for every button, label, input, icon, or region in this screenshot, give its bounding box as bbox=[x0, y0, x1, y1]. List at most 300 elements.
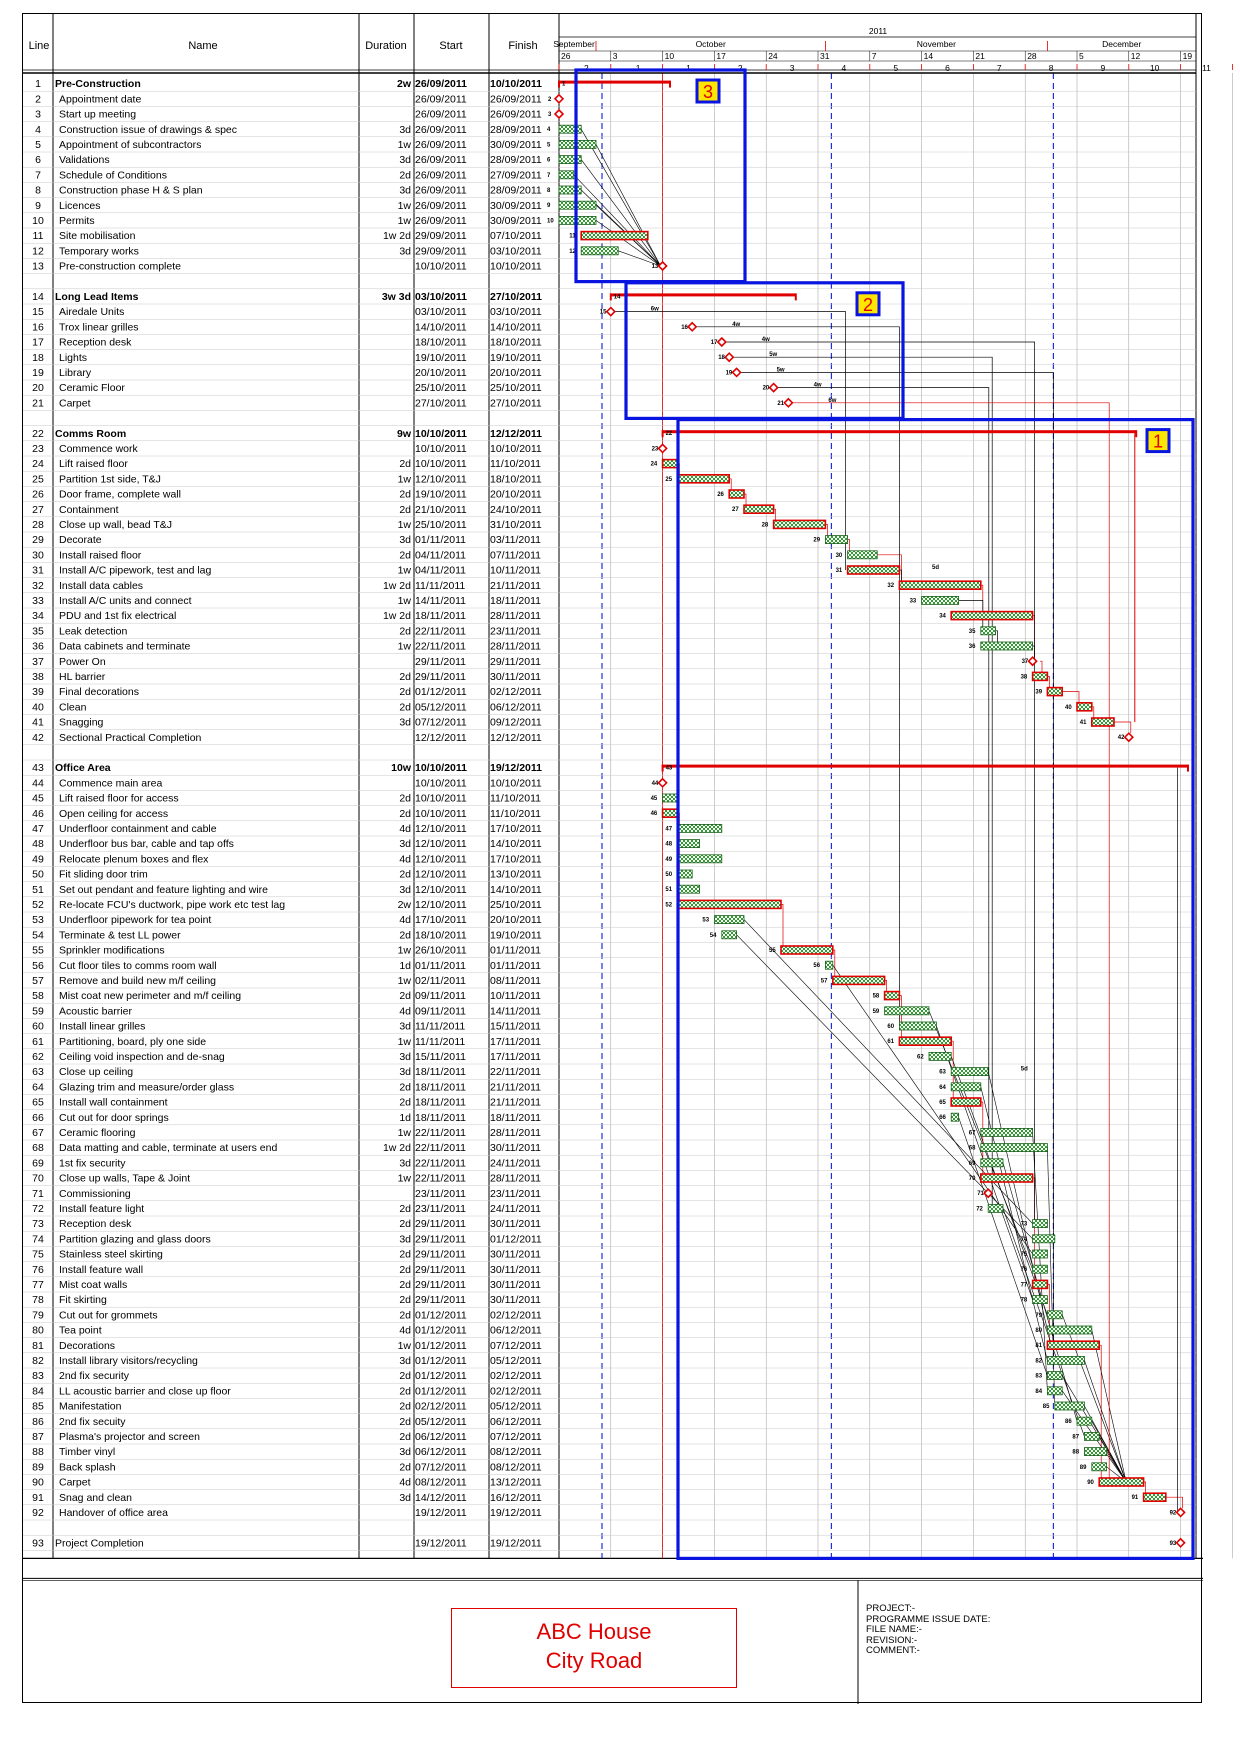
task-finish: 14/10/2011 bbox=[490, 321, 542, 334]
task-start: 11/11/2011 bbox=[415, 579, 466, 592]
critical-task-bar bbox=[677, 475, 729, 483]
bar-label: 11 bbox=[569, 233, 576, 240]
task-name: Remove and build new m/f ceiling bbox=[59, 975, 216, 987]
task-duration: 4d bbox=[399, 823, 411, 835]
bar-label: 85 bbox=[1042, 1404, 1050, 1410]
task-start: 10/10/2011 bbox=[415, 443, 467, 455]
task-start: 29/11/2011 bbox=[415, 1233, 466, 1246]
task-line-number: 10 bbox=[32, 215, 44, 227]
bar-label: 25 bbox=[665, 476, 673, 483]
task-finish: 10/10/2011 bbox=[490, 443, 542, 455]
milestone-diamond bbox=[718, 338, 726, 346]
task-duration: 4d bbox=[399, 1476, 411, 1489]
task-start: 19/10/2011 bbox=[415, 351, 467, 364]
critical-task-bar bbox=[833, 976, 885, 984]
task-line-number: 38 bbox=[32, 671, 44, 683]
bar-label: 58 bbox=[872, 993, 880, 1000]
task-duration: 4d bbox=[399, 853, 411, 866]
task-finish: 28/11/2011 bbox=[490, 1172, 541, 1185]
task-duration: 1d bbox=[399, 1111, 411, 1124]
task-start: 01/12/2011 bbox=[415, 1309, 467, 1322]
task-finish: 30/11/2011 bbox=[490, 1279, 541, 1291]
task-line-number: 61 bbox=[32, 1035, 44, 1048]
task-duration: 2d bbox=[399, 625, 411, 638]
task-duration: 3d bbox=[399, 1066, 411, 1079]
programme-info-block bbox=[866, 1604, 990, 1657]
task-finish: 03/10/2011 bbox=[490, 245, 542, 258]
task-name: 2nd fix security bbox=[59, 1370, 130, 1383]
task-bar bbox=[559, 125, 581, 133]
milestone-diamond bbox=[555, 110, 563, 118]
task-start: 26/09/2011 bbox=[415, 215, 467, 227]
task-name: Install A/C units and connect bbox=[59, 595, 192, 607]
task-line-number: 51 bbox=[32, 883, 44, 896]
header-line: Line bbox=[28, 40, 50, 52]
task-bar bbox=[677, 824, 721, 832]
bar-label: 62 bbox=[917, 1054, 924, 1061]
task-start: 14/10/2011 bbox=[415, 321, 467, 334]
task-name: Cut floor tiles to comms room wall bbox=[59, 959, 217, 972]
task-finish: 07/10/2011 bbox=[490, 230, 542, 243]
task-bar bbox=[677, 840, 699, 848]
task-line-number: 92 bbox=[32, 1507, 44, 1519]
task-finish: 02/12/2011 bbox=[490, 1385, 542, 1398]
bar-label: 61 bbox=[887, 1039, 895, 1046]
task-name: Partition 1st side, T&J bbox=[59, 473, 161, 486]
task-finish: 20/10/2011 bbox=[490, 914, 542, 927]
task-duration: 2d bbox=[399, 488, 411, 501]
task-finish: 14/11/2011 bbox=[490, 1005, 541, 1018]
bar-label: 32 bbox=[887, 583, 895, 590]
lag-label: 6w bbox=[828, 397, 837, 404]
task-duration: 3d bbox=[399, 1355, 411, 1367]
task-duration: 2d bbox=[399, 1081, 411, 1094]
task-duration: 1d bbox=[399, 959, 411, 972]
task-finish: 11/10/2011 bbox=[490, 458, 541, 471]
timescale-week: 9 bbox=[1100, 63, 1106, 73]
task-finish: 10/10/2011 bbox=[490, 777, 542, 790]
task-finish: 28/09/2011 bbox=[490, 123, 542, 136]
task-duration: 3w 3d bbox=[381, 291, 411, 303]
task-name: Permits bbox=[59, 215, 95, 227]
task-name: Lift raised floor for access bbox=[59, 792, 179, 805]
task-bar bbox=[951, 1113, 958, 1121]
bar-label: 47 bbox=[665, 826, 673, 833]
bar-label: 33 bbox=[909, 598, 917, 605]
task-start: 14/12/2011 bbox=[415, 1491, 467, 1504]
task-name: Cut out for grommets bbox=[59, 1309, 158, 1322]
task-duration: 3d bbox=[399, 1233, 411, 1246]
task-duration: 2d bbox=[399, 1309, 411, 1322]
bar-label: 28 bbox=[761, 522, 769, 529]
task-finish: 31/10/2011 bbox=[490, 519, 542, 531]
lag-label: 4w bbox=[732, 321, 741, 328]
bar-label: 21 bbox=[777, 400, 785, 407]
milestone-diamond bbox=[607, 308, 615, 316]
task-bar bbox=[1033, 1235, 1055, 1243]
task-line-number: 36 bbox=[32, 640, 44, 653]
task-bar bbox=[1047, 1326, 1091, 1334]
task-name: Underfloor bus bar, cable and tap offs bbox=[59, 838, 234, 851]
task-finish: 30/09/2011 bbox=[490, 215, 542, 227]
milestone-diamond bbox=[1029, 657, 1037, 665]
task-start: 05/12/2011 bbox=[415, 1415, 467, 1428]
task-line-number: 50 bbox=[32, 868, 44, 881]
task-line-number: 89 bbox=[32, 1461, 44, 1474]
task-start: 19/10/2011 bbox=[415, 488, 467, 501]
task-line-number: 81 bbox=[32, 1339, 44, 1352]
task-finish: 01/12/2011 bbox=[490, 1233, 542, 1246]
task-finish: 05/12/2011 bbox=[490, 1400, 542, 1413]
bar-label: 64 bbox=[939, 1084, 946, 1091]
task-duration: 1w 2d bbox=[382, 1142, 411, 1155]
task-finish: 05/12/2011 bbox=[490, 1355, 542, 1367]
task-line-number: 31 bbox=[32, 564, 44, 577]
task-name: Install linear grilles bbox=[59, 1020, 146, 1033]
task-start: 04/11/2011 bbox=[415, 549, 466, 562]
lag-label: 4w bbox=[813, 382, 822, 389]
task-name: Terminate & test LL power bbox=[59, 929, 181, 942]
task-name: Snagging bbox=[59, 716, 104, 729]
task-line-number: 13 bbox=[32, 260, 44, 273]
bar-label: 48 bbox=[665, 841, 673, 848]
task-start: 10/10/2011 bbox=[415, 458, 467, 471]
task-line-number: 9 bbox=[35, 199, 41, 212]
task-finish: 18/11/2011 bbox=[490, 595, 541, 607]
task-name: Stainless steel skirting bbox=[59, 1248, 163, 1261]
task-name: Schedule of Conditions bbox=[59, 169, 167, 182]
task-line-number: 11 bbox=[32, 230, 44, 243]
task-start: 22/11/2011 bbox=[415, 1172, 466, 1185]
summary-task-name: Office Area bbox=[55, 762, 111, 775]
task-line-number: 29 bbox=[32, 534, 44, 547]
task-name: Clean bbox=[59, 701, 87, 714]
timescale-date: 10 bbox=[664, 51, 675, 61]
task-finish: 03/11/2011 bbox=[490, 534, 541, 547]
task-duration: 2d bbox=[399, 1294, 411, 1307]
task-name: Data matting and cable, terminate at users end bbox=[59, 1142, 278, 1155]
task-finish: 20/10/2011 bbox=[490, 488, 542, 501]
task-duration: 3d bbox=[399, 1157, 411, 1170]
info-comment-label: COMMENT:- bbox=[866, 1645, 920, 1656]
task-bar bbox=[885, 1007, 929, 1015]
task-bar bbox=[677, 885, 699, 893]
bar-label: 29 bbox=[813, 537, 821, 544]
task-name: Back splash bbox=[59, 1461, 116, 1474]
task-line-number: 52 bbox=[32, 899, 44, 911]
timescale-week: 5 bbox=[893, 63, 899, 73]
bar-label: 3 bbox=[548, 112, 552, 118]
task-finish: 08/12/2011 bbox=[490, 1461, 542, 1474]
task-name: Library bbox=[59, 367, 92, 379]
task-start: 01/11/2011 bbox=[415, 959, 466, 972]
task-bar bbox=[1047, 1356, 1084, 1364]
bar-label: 18 bbox=[718, 355, 725, 362]
task-duration: 3d bbox=[399, 1051, 411, 1063]
bar-label: 71 bbox=[977, 1191, 984, 1198]
dependency-link bbox=[726, 342, 1035, 1224]
task-line-number: 42 bbox=[32, 731, 44, 744]
bar-label: 37 bbox=[1021, 659, 1029, 666]
task-line-number: 62 bbox=[32, 1051, 44, 1063]
task-line-number: 65 bbox=[32, 1096, 44, 1109]
task-name: Pre-construction complete bbox=[59, 260, 181, 273]
milestone-diamond bbox=[659, 444, 667, 452]
task-start: 18/11/2011 bbox=[415, 1081, 466, 1094]
summary-bar bbox=[663, 430, 1137, 433]
task-line-number: 77 bbox=[32, 1279, 44, 1291]
timescale-date: 17 bbox=[716, 51, 726, 61]
bar-label: 90 bbox=[1087, 1480, 1094, 1486]
task-name: Install library visitors/recycling bbox=[59, 1355, 198, 1367]
task-duration: 1w bbox=[397, 640, 411, 653]
bar-label: 1 bbox=[562, 81, 566, 88]
bar-label: 24 bbox=[650, 461, 658, 468]
task-line-number: 48 bbox=[32, 838, 44, 851]
bar-label: 74 bbox=[1020, 1236, 1028, 1243]
task-duration: 2d bbox=[399, 1461, 411, 1474]
task-line-number: 55 bbox=[32, 944, 44, 957]
task-bar bbox=[1033, 1296, 1048, 1304]
task-start: 26/09/2011 bbox=[415, 78, 467, 91]
task-name: Open ceiling for access bbox=[59, 807, 169, 820]
task-finish: 30/11/2011 bbox=[490, 1294, 541, 1307]
bar-label: 82 bbox=[1035, 1358, 1043, 1365]
task-bar bbox=[1033, 1250, 1048, 1258]
task-bar bbox=[714, 916, 744, 924]
task-line-number: 4 bbox=[35, 123, 41, 136]
task-start: 01/12/2011 bbox=[415, 1339, 467, 1352]
timescale-date: 26 bbox=[561, 51, 571, 61]
task-name: HL barrier bbox=[59, 671, 106, 683]
task-duration: 2d bbox=[399, 549, 411, 562]
header-name: Name bbox=[188, 40, 218, 52]
task-bar bbox=[1077, 1417, 1092, 1425]
bar-label: 93 bbox=[1169, 1540, 1177, 1547]
task-duration: 3d bbox=[399, 184, 411, 197]
task-finish: 30/09/2011 bbox=[490, 139, 542, 151]
bar-label: 88 bbox=[1072, 1449, 1080, 1456]
task-start: 29/11/2011 bbox=[415, 1218, 466, 1231]
task-line-number: 64 bbox=[32, 1081, 44, 1094]
task-bar bbox=[981, 1144, 1048, 1152]
timescale-date: 28 bbox=[1027, 51, 1037, 61]
critical-task-bar bbox=[774, 520, 826, 528]
task-name: Fit sliding door trim bbox=[59, 868, 148, 881]
task-start: 29/09/2011 bbox=[415, 230, 467, 243]
task-name: Manifestation bbox=[59, 1400, 122, 1413]
timescale-date: 24 bbox=[768, 51, 778, 61]
task-duration: 2d bbox=[399, 1279, 411, 1291]
task-finish: 17/11/2011 bbox=[490, 1035, 541, 1048]
bar-label: 41 bbox=[1079, 720, 1087, 726]
task-finish: 10/11/2011 bbox=[490, 564, 541, 577]
bar-label: 4 bbox=[547, 127, 551, 134]
header-start: Start bbox=[439, 40, 463, 52]
task-line-number: 27 bbox=[32, 503, 44, 516]
task-start: 12/10/2011 bbox=[415, 853, 467, 866]
task-duration: 3d bbox=[399, 883, 411, 896]
task-finish: 26/09/2011 bbox=[490, 93, 542, 106]
task-duration: 2d bbox=[399, 503, 411, 516]
task-start: 10/10/2011 bbox=[415, 427, 467, 440]
task-line-number: 60 bbox=[32, 1020, 44, 1033]
task-duration: 2d bbox=[399, 1096, 411, 1109]
lag-label: 4w bbox=[761, 337, 770, 343]
task-finish: 25/10/2011 bbox=[490, 382, 542, 395]
bar-label: 36 bbox=[968, 644, 976, 650]
timescale-week: 4 bbox=[841, 63, 847, 73]
task-start: 26/09/2011 bbox=[415, 154, 467, 167]
timescale-week: 10 bbox=[1149, 63, 1160, 73]
task-bar bbox=[1033, 1220, 1048, 1228]
timescale-date: 14 bbox=[923, 51, 934, 61]
critical-task-bar bbox=[899, 1037, 951, 1045]
summary-bar bbox=[611, 293, 796, 296]
critical-task-bar bbox=[981, 1174, 1033, 1182]
task-line-number: 7 bbox=[35, 169, 41, 182]
timescale-date: 19 bbox=[1182, 51, 1193, 61]
task-name: Partition glazing and glass doors bbox=[59, 1233, 211, 1246]
task-start: 25/10/2011 bbox=[415, 382, 467, 395]
task-start: 12/10/2011 bbox=[415, 823, 467, 835]
task-finish: 28/09/2011 bbox=[490, 184, 542, 197]
bar-label: 23 bbox=[651, 446, 659, 453]
bar-label: 34 bbox=[939, 613, 946, 620]
task-start: 29/11/2011 bbox=[415, 1294, 466, 1307]
info-issue-date-label: PROGRAMME ISSUE DATE: bbox=[866, 1613, 991, 1625]
task-finish: 19/12/2011 bbox=[490, 762, 542, 775]
task-line-number: 91 bbox=[32, 1491, 44, 1504]
task-finish: 30/11/2011 bbox=[490, 1248, 541, 1261]
task-name: Timber vinyl bbox=[59, 1446, 116, 1459]
bar-label: 20 bbox=[762, 385, 770, 392]
task-line-number: 39 bbox=[32, 686, 44, 699]
task-name: Validations bbox=[59, 154, 110, 167]
task-bar bbox=[1084, 1448, 1106, 1456]
task-line-number: 54 bbox=[32, 929, 44, 942]
milestone-diamond bbox=[784, 399, 792, 407]
task-name: Carpet bbox=[59, 1476, 91, 1489]
task-name: Set out pendant and feature lighting and wire bbox=[59, 883, 268, 896]
task-finish: 28/11/2011 bbox=[490, 1127, 541, 1139]
task-finish: 10/10/2011 bbox=[490, 260, 542, 273]
task-line-number: 75 bbox=[32, 1248, 44, 1261]
task-finish: 02/12/2011 bbox=[490, 686, 542, 699]
bar-label: 50 bbox=[665, 872, 673, 878]
critical-task-bar bbox=[663, 460, 678, 468]
task-start: 11/11/2011 bbox=[415, 1020, 466, 1033]
bar-label: 17 bbox=[710, 340, 718, 346]
task-name: Commissioning bbox=[59, 1187, 131, 1200]
task-name: Ceiling void inspection and de-snag bbox=[59, 1051, 225, 1063]
bar-label: 76 bbox=[1020, 1267, 1028, 1274]
task-finish: 19/10/2011 bbox=[490, 351, 542, 364]
task-start: 10/10/2011 bbox=[415, 777, 467, 790]
task-line-number: 69 bbox=[32, 1157, 44, 1170]
bar-label: 54 bbox=[709, 932, 717, 939]
task-start: 09/11/2011 bbox=[415, 990, 466, 1003]
task-name: Close up wall, bead T&J bbox=[59, 519, 173, 531]
task-line-number: 46 bbox=[32, 807, 44, 820]
task-duration: 2d bbox=[399, 929, 411, 942]
task-duration: 1w bbox=[397, 944, 411, 957]
task-line-number: 8 bbox=[35, 184, 41, 197]
milestone-diamond bbox=[770, 384, 778, 392]
task-line-number: 1 bbox=[35, 78, 41, 91]
task-bar bbox=[1055, 1402, 1085, 1410]
task-name: Reception desk bbox=[59, 1218, 132, 1231]
task-bar bbox=[951, 1083, 981, 1091]
phase-label: 3 bbox=[702, 82, 714, 102]
task-line-number: 40 bbox=[32, 701, 44, 714]
task-line-number: 80 bbox=[32, 1324, 44, 1337]
task-name: Construction issue of drawings & spec bbox=[59, 123, 238, 136]
task-line-number: 34 bbox=[32, 610, 44, 623]
task-name: Decorations bbox=[59, 1339, 116, 1352]
milestone-diamond bbox=[688, 323, 696, 331]
task-start: 26/09/2011 bbox=[415, 123, 467, 136]
task-name: Lights bbox=[59, 351, 88, 364]
task-name: Install A/C pipework, test and lag bbox=[59, 564, 212, 577]
task-bar bbox=[1084, 1432, 1099, 1440]
task-finish: 18/10/2011 bbox=[490, 336, 542, 349]
task-bar bbox=[988, 1204, 1003, 1212]
project-title-box bbox=[451, 1608, 737, 1688]
task-finish: 27/09/2011 bbox=[490, 169, 542, 182]
task-duration: 3d bbox=[399, 838, 411, 851]
bar-label: 8 bbox=[547, 188, 551, 194]
bar-label: 19 bbox=[725, 370, 733, 377]
task-name: LL acoustic barrier and close up floor bbox=[59, 1385, 231, 1398]
task-start: 01/12/2011 bbox=[415, 1324, 467, 1337]
task-duration: 4d bbox=[399, 1324, 411, 1337]
task-duration: 3d bbox=[399, 1020, 411, 1033]
task-name: Plasma's projector and screen bbox=[59, 1431, 200, 1443]
task-start: 22/11/2011 bbox=[415, 1142, 466, 1155]
task-line-number: 74 bbox=[32, 1233, 44, 1246]
timescale-date: 5 bbox=[1079, 51, 1084, 61]
task-duration: 2d bbox=[399, 686, 411, 699]
bar-label: 70 bbox=[968, 1176, 976, 1182]
task-duration: 1w bbox=[397, 595, 411, 607]
critical-task-bar bbox=[1092, 718, 1114, 726]
bar-label: 13 bbox=[651, 264, 659, 270]
task-name: Temporary works bbox=[59, 245, 139, 258]
task-bar bbox=[981, 1159, 1003, 1167]
timescale-date: 21 bbox=[975, 51, 985, 61]
task-duration: 2w bbox=[397, 899, 411, 911]
task-duration: 3d bbox=[399, 154, 411, 167]
task-start: 18/10/2011 bbox=[415, 929, 467, 942]
task-name: Cut out for door springs bbox=[59, 1111, 169, 1124]
task-start: 11/11/2011 bbox=[415, 1035, 466, 1048]
task-line-number: 71 bbox=[32, 1187, 44, 1200]
task-duration: 1w bbox=[397, 215, 411, 227]
task-start: 18/11/2011 bbox=[415, 1111, 466, 1124]
task-start: 02/11/2011 bbox=[415, 975, 466, 987]
summary-task-name: Long Lead Items bbox=[55, 291, 139, 303]
task-name: Decorate bbox=[59, 534, 102, 547]
task-name: Acoustic barrier bbox=[59, 1005, 132, 1018]
timescale-week: -1 bbox=[632, 63, 641, 73]
task-start: 07/12/2011 bbox=[415, 716, 467, 729]
task-finish: 08/11/2011 bbox=[490, 975, 541, 987]
task-duration: 2d bbox=[399, 1203, 411, 1215]
task-bar bbox=[1092, 1463, 1107, 1471]
task-bar bbox=[981, 627, 996, 635]
bar-label: 6 bbox=[547, 157, 551, 164]
